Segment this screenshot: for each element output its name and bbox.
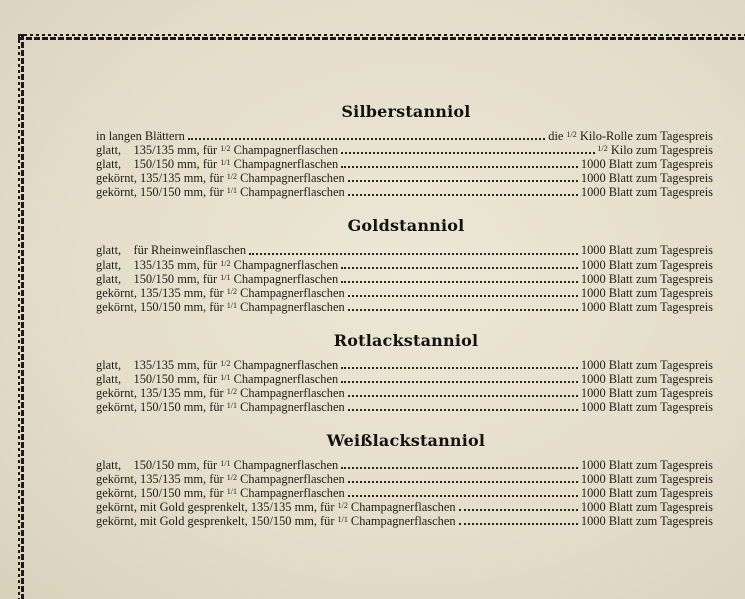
leader-dots <box>348 486 578 497</box>
item-price: $^{1/2}$ Kilo zum Tagespreis <box>597 143 713 157</box>
item-description: gekörnt, 150/150 mm, für $^{1/1}$ Champagnerflaschen <box>96 300 345 314</box>
leader-dots <box>341 358 578 369</box>
leader-dots <box>348 300 578 311</box>
item-price: 1000 Blatt zum Tagespreis <box>580 500 713 514</box>
leader-dots <box>341 258 578 269</box>
item-description: glatt, 150/150 mm, für $^{1/1}$ Champagnerflaschen <box>96 372 339 386</box>
leader-dots <box>188 129 546 140</box>
item-price: 1000 Blatt zum Tagespreis <box>580 185 713 199</box>
list-item <box>96 128 713 142</box>
item-price: 1000 Blatt zum Tagespreis <box>580 514 713 528</box>
item-description: glatt, 135/135 mm, für $^{1/2}$ Champagnerflaschen <box>96 143 339 157</box>
list-item <box>96 371 713 385</box>
item-description: gekörnt, mit Gold gesprenkelt, 150/150 mm, für $^{1/1}$ Champagnerflaschen <box>96 514 456 528</box>
section-title-weisslackstanniol: Weißlackstanniol <box>326 431 486 450</box>
item-price: 1000 Blatt zum Tagespreis <box>580 258 713 272</box>
item-description: glatt, 150/150 mm, für $^{1/1}$ Champagnerflaschen <box>96 458 339 472</box>
list-item <box>96 271 713 285</box>
item-price: 1000 Blatt zum Tagespreis <box>580 386 713 400</box>
list-item <box>96 184 713 198</box>
item-price: 1000 Blatt zum Tagespreis <box>580 272 713 286</box>
list-item <box>96 499 713 513</box>
item-price: 1000 Blatt zum Tagespreis <box>580 472 713 486</box>
item-price: 1000 Blatt zum Tagespreis <box>580 372 713 386</box>
leader-dots <box>341 458 578 469</box>
leader-dots <box>348 171 578 182</box>
ornamental-border-top <box>18 34 745 40</box>
item-price: 1000 Blatt zum Tagespreis <box>580 458 713 472</box>
section-title-rotlackstanniol: Rotlackstanniol <box>333 331 479 350</box>
item-description: glatt, 135/135 mm, für $^{1/2}$ Champagnerflaschen <box>96 258 339 272</box>
item-price: 1000 Blatt zum Tagespreis <box>580 300 713 314</box>
leader-dots <box>341 143 594 154</box>
list-item <box>96 399 713 413</box>
item-price: 1000 Blatt zum Tagespreis <box>580 486 713 500</box>
item-description: in langen Blättern <box>96 129 185 143</box>
leader-dots <box>348 472 578 483</box>
leader-dots <box>348 286 578 297</box>
item-description: gekörnt, mit Gold gesprenkelt, 135/135 mm, für $^{1/2}$ Champagnerflaschen <box>96 500 456 514</box>
item-description: glatt, 150/150 mm, für $^{1/1}$ Champagnerflaschen <box>96 157 339 171</box>
list-item <box>96 513 713 527</box>
item-price: 1000 Blatt zum Tagespreis <box>580 157 713 171</box>
item-description: gekörnt, 135/135 mm, für $^{1/2}$ Champagnerflaschen <box>96 386 345 400</box>
item-price: 1000 Blatt zum Tagespreis <box>580 286 713 300</box>
list-item <box>96 156 713 170</box>
leader-dots <box>348 400 578 411</box>
item-description: gekörnt, 135/135 mm, für $^{1/2}$ Champagnerflaschen <box>96 171 345 185</box>
leader-dots <box>348 386 578 397</box>
item-description: gekörnt, 150/150 mm, für $^{1/1}$ Champagnerflaschen <box>96 185 345 199</box>
leader-dots <box>459 514 578 525</box>
section-title-goldstanniol: Goldstanniol <box>347 216 465 235</box>
item-price: 1000 Blatt zum Tagespreis <box>580 171 713 185</box>
list-item <box>96 299 713 313</box>
leader-dots <box>249 244 578 255</box>
item-description: glatt, 135/135 mm, für $^{1/2}$ Champagnerflaschen <box>96 358 339 372</box>
item-price: die $^{1/2}$ Kilo-Rolle zum Tagespreis <box>548 129 713 143</box>
list-item <box>96 142 713 156</box>
item-description: gekörnt, 135/135 mm, für $^{1/2}$ Champagnerflaschen <box>96 472 345 486</box>
list-item <box>96 457 713 471</box>
item-price: 1000 Blatt zum Tagespreis <box>580 400 713 414</box>
item-price: 1000 Blatt zum Tagespreis <box>580 358 713 372</box>
item-description: gekörnt, 150/150 mm, für $^{1/1}$ Champagnerflaschen <box>96 486 345 500</box>
item-description: gekörnt, 135/135 mm, für $^{1/2}$ Champagnerflaschen <box>96 286 345 300</box>
list-item <box>96 285 713 299</box>
item-price: 1000 Blatt zum Tagespreis <box>580 243 713 257</box>
leader-dots <box>348 185 578 196</box>
leader-dots <box>341 272 578 283</box>
list-item <box>96 357 713 371</box>
item-description: glatt, 150/150 mm, für $^{1/1}$ Champagnerflaschen <box>96 272 339 286</box>
leader-dots <box>341 157 578 168</box>
list-item <box>96 485 713 499</box>
item-description: gekörnt, 150/150 mm, für $^{1/1}$ Champagnerflaschen <box>96 400 345 414</box>
ornamental-border-left <box>18 34 24 599</box>
list-item <box>96 385 713 399</box>
list-item <box>96 243 713 257</box>
list-item <box>96 471 713 485</box>
list-item <box>96 257 713 271</box>
leader-dots <box>341 372 578 383</box>
item-description: glatt, für Rheinweinflaschen <box>96 243 247 257</box>
leader-dots <box>459 500 578 511</box>
list-item <box>96 170 713 184</box>
section-title-silberstanniol: Silberstanniol <box>341 102 471 121</box>
